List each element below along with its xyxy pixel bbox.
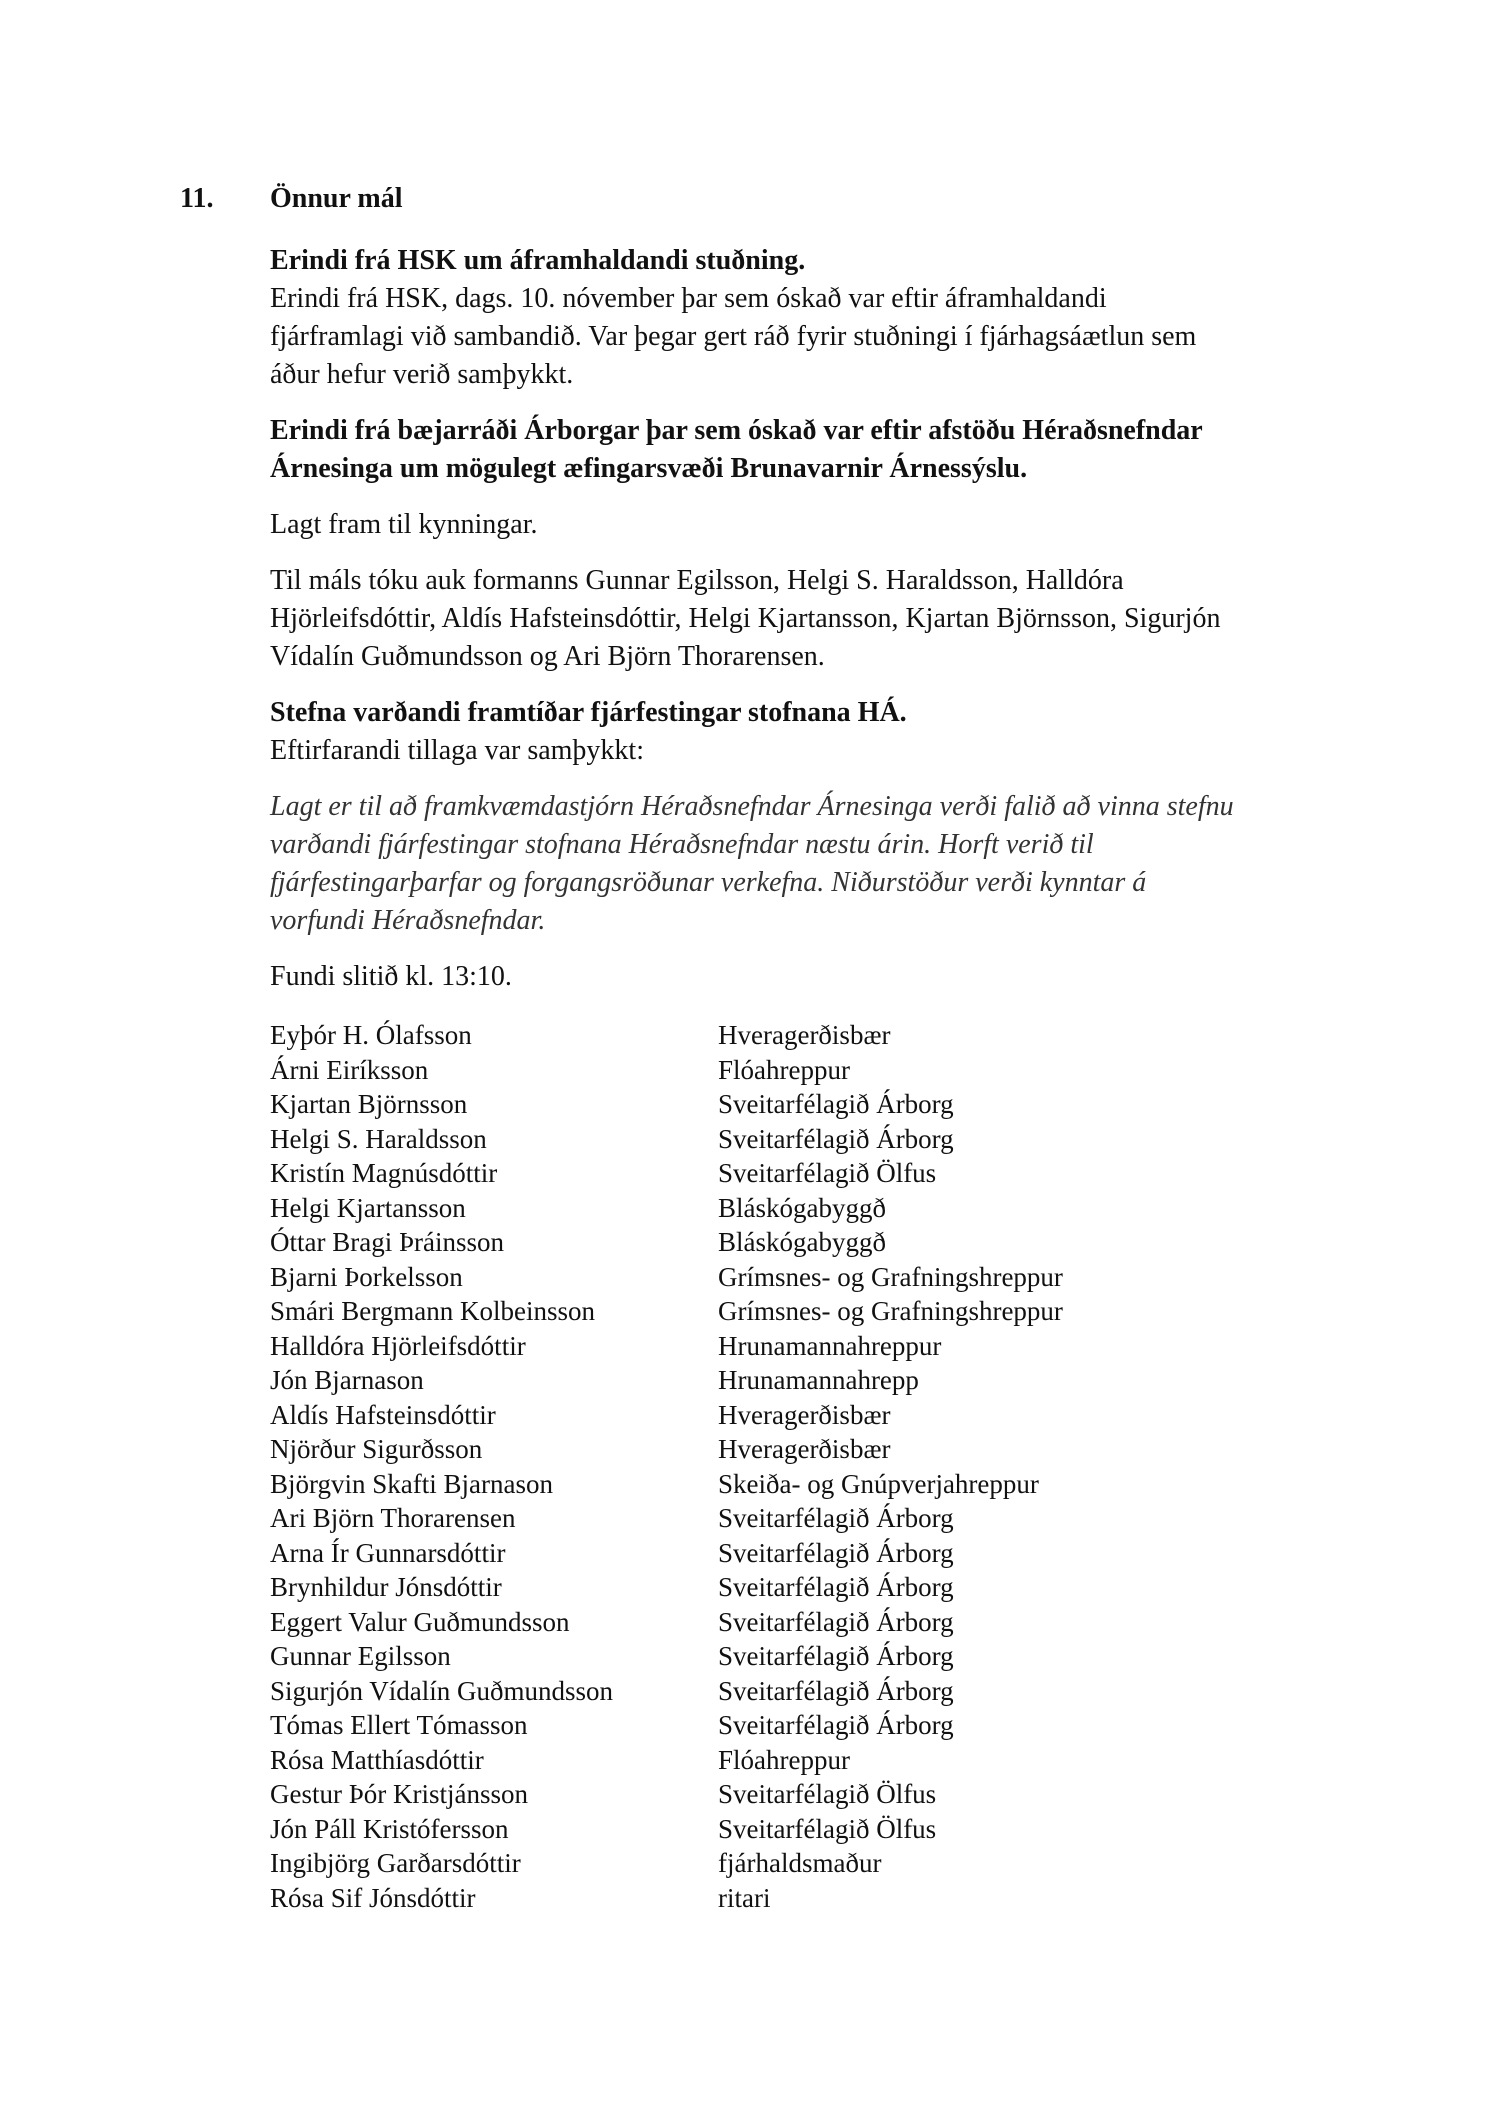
- attendee-row: [270, 1122, 1370, 1157]
- attendee-name: Aldís Hafsteinsdóttir: [270, 1399, 496, 1430]
- attendee-org: Sveitarfélagið Ölfus: [718, 1813, 937, 1844]
- attendee-org: Grímsnes- og Grafningshreppur: [718, 1296, 1063, 1326]
- attendee-org: Sveitarfélagið Árborg: [718, 1537, 954, 1568]
- proposal-line: Lagt er til að framkvæmdastjórn Héraðsnefndar Árnesinga verði falið að vinna stefnu: [270, 791, 1234, 822]
- item-hsk-line: Erindi frá HSK, dags. 10. nóvember þar sem óskað var eftir áframhaldandi: [270, 283, 1107, 314]
- attendee-row: [270, 1156, 1370, 1191]
- attendee-row: [270, 1467, 1370, 1502]
- attendee-org: Sveitarfélagið Árborg: [718, 1572, 954, 1602]
- attendee-row: [270, 1225, 1370, 1260]
- attendee-name: Helgi S. Haraldsson: [270, 1123, 487, 1154]
- item-arborg-note-text: Lagt fram til kynningar.: [270, 509, 538, 540]
- attendee-row: [270, 1087, 1370, 1122]
- attendee-name: Njörður Sigurðsson: [270, 1434, 483, 1464]
- attendee-name: Rósa Sif Jónsdóttir: [270, 1882, 476, 1913]
- closing-text: Fundi slitið kl. 13:10.: [270, 961, 512, 992]
- speakers-line: Vídalín Guðmundsson og Ari Björn Thorarensen.: [270, 641, 825, 672]
- attendee-org: Flóahreppur: [718, 1054, 850, 1085]
- attendee-org: Bláskógabyggð: [718, 1192, 886, 1223]
- attendee-org: Skeiða- og Gnúpverjahreppur: [718, 1468, 1039, 1499]
- attendee-org: Sveitarfélagið Árborg: [718, 1503, 954, 1533]
- attendee-org: Sveitarfélagið Árborg: [718, 1710, 954, 1740]
- attendee-name: Gunnar Egilsson: [270, 1641, 451, 1671]
- section-title: Önnur mál: [270, 183, 403, 214]
- attendee-row: [270, 1536, 1370, 1571]
- attendee-name: Helgi Kjartansson: [270, 1192, 466, 1223]
- attendee-org: Flóahreppur: [718, 1744, 850, 1775]
- attendee-org: Grímsnes- og Grafningshreppur: [718, 1261, 1063, 1292]
- section-number: 11.: [180, 183, 214, 214]
- attendee-org: ritari: [718, 1882, 771, 1913]
- item-investment-heading: Stefna varðandi framtíðar fjárfestingar stofnana HÁ.: [270, 697, 907, 728]
- attendee-name: Ari Björn Thorarensen: [270, 1503, 516, 1533]
- attendee-row: [270, 1812, 1370, 1847]
- attendee-row: [270, 1501, 1370, 1536]
- attendee-name: Sigurjón Vídalín Guðmundsson: [270, 1675, 614, 1706]
- closing-note: [270, 958, 1370, 996]
- attendee-name: Gestur Þór Kristjánsson: [270, 1779, 528, 1809]
- attendee-row: [270, 1846, 1370, 1881]
- speakers-line: Hjörleifsdóttir, Aldís Hafsteinsdóttir, Helgi Kjartansson, Kjartan Björnsson, Sigurjón: [270, 603, 1221, 634]
- item-arborg-speakers: [270, 562, 1370, 676]
- attendee-name: Ingibjörg Garðarsdóttir: [270, 1848, 521, 1878]
- attendee-row: [270, 1432, 1370, 1467]
- item-arborg-heading: [270, 412, 1370, 488]
- attendee-org: Sveitarfélagið Árborg: [718, 1641, 954, 1671]
- attendee-org: Sveitarfélagið Árborg: [718, 1606, 954, 1637]
- attendee-name: Arna Ír Gunnarsdóttir: [270, 1537, 506, 1568]
- attendee-row: [270, 1639, 1370, 1674]
- attendee-name: Rósa Matthíasdóttir: [270, 1744, 484, 1775]
- attendee-name: Árni Eiríksson: [270, 1054, 429, 1085]
- attendee-org: Sveitarfélagið Árborg: [718, 1123, 954, 1154]
- proposal-text: [270, 788, 1370, 940]
- attendee-org: Hrunamannahrepp: [718, 1365, 919, 1395]
- attendee-row: [270, 1674, 1370, 1709]
- attendee-row: [270, 1881, 1370, 1916]
- attendee-name: Björgvin Skafti Bjarnason: [270, 1468, 553, 1499]
- attendee-name: Bjarni Þorkelsson: [270, 1261, 463, 1292]
- attendee-org: Sveitarfélagið Árborg: [718, 1675, 954, 1706]
- proposal-line: vorfundi Héraðsnefndar.: [270, 905, 546, 936]
- attendee-row: [270, 1191, 1370, 1226]
- attendee-row: [270, 1398, 1370, 1433]
- attendee-row: [270, 1570, 1370, 1605]
- attendee-org: Sveitarfélagið Ölfus: [718, 1779, 937, 1809]
- item-arborg-heading-line: Árnesinga um mögulegt æfingarsvæði Brunavarnir Árnessýslu.: [270, 453, 1028, 484]
- speakers-line: Til máls tóku auk formanns Gunnar Egilsson, Helgi S. Haraldsson, Halldóra: [270, 565, 1124, 596]
- attendee-row: [270, 1294, 1370, 1329]
- attendee-name: Eggert Valur Guðmundsson: [270, 1606, 570, 1637]
- item-hsk-heading: Erindi frá HSK um áframhaldandi stuðning.: [270, 245, 806, 276]
- attendee-name: Jón Páll Kristófersson: [270, 1813, 509, 1844]
- attendee-name: Eyþór H. Ólafsson: [270, 1020, 472, 1050]
- proposal-line: fjárfestingarþarfar og forgangsröðunar verkefna. Niðurstöður verði kynntar á: [270, 867, 1147, 898]
- attendee-name: Halldóra Hjörleifsdóttir: [270, 1330, 526, 1361]
- proposal-line: varðandi fjárfestingar stofnana Héraðsnefndar næstu árin. Horft verið til: [270, 829, 1094, 860]
- attendee-row: [270, 1363, 1370, 1398]
- item-hsk-line: áður hefur verið samþykkt.: [270, 359, 574, 390]
- attendee-name: Kristín Magnúsdóttir: [270, 1158, 498, 1188]
- attendee-org: Hveragerðisbær: [718, 1434, 891, 1464]
- attendee-name: Óttar Bragi Þráinsson: [270, 1227, 504, 1257]
- attendee-row: [270, 1708, 1370, 1743]
- attendee-org: Hrunamannahreppur: [718, 1330, 942, 1361]
- item-hsk-line: fjárframlagi við sambandið. Var þegar gert ráð fyrir stuðningi í fjárhagsáætlun sem: [270, 321, 1197, 352]
- attendee-name: Kjartan Björnsson: [270, 1089, 468, 1119]
- attendee-org: Hveragerðisbær: [718, 1020, 891, 1050]
- attendee-row: [270, 1053, 1370, 1088]
- attendee-name: Smári Bergmann Kolbeinsson: [270, 1296, 595, 1326]
- item-investment-intro: Eftirfarandi tillaga var samþykkt:: [270, 735, 644, 766]
- attendee-row: [270, 1329, 1370, 1364]
- item-arborg-heading-line: Erindi frá bæjarráði Árborgar þar sem óskað var eftir afstöðu Héraðsnefndar: [270, 415, 1203, 446]
- attendee-row: [270, 1018, 1370, 1053]
- attendee-row: [270, 1260, 1370, 1295]
- attendee-org: Sveitarfélagið Ölfus: [718, 1158, 937, 1188]
- attendee-org: fjárhaldsmaður: [718, 1848, 882, 1878]
- attendee-name: Brynhildur Jónsdóttir: [270, 1572, 502, 1602]
- attendee-org: Bláskógabyggð: [718, 1227, 886, 1257]
- attendee-row: [270, 1743, 1370, 1778]
- section-content: [270, 180, 1370, 1915]
- attendee-row: [270, 1777, 1370, 1812]
- attendee-name: Tómas Ellert Tómasson: [270, 1710, 528, 1740]
- attendee-org: Sveitarfélagið Árborg: [718, 1089, 954, 1119]
- attendee-org: Hveragerðisbær: [718, 1399, 891, 1430]
- attendee-row: [270, 1605, 1370, 1640]
- attendee-name: Jón Bjarnason: [270, 1365, 424, 1395]
- item-investment: [270, 694, 1370, 770]
- item-arborg-note: [270, 506, 1370, 544]
- item-hsk: [270, 242, 1370, 394]
- attendee-list: [270, 1018, 1370, 1915]
